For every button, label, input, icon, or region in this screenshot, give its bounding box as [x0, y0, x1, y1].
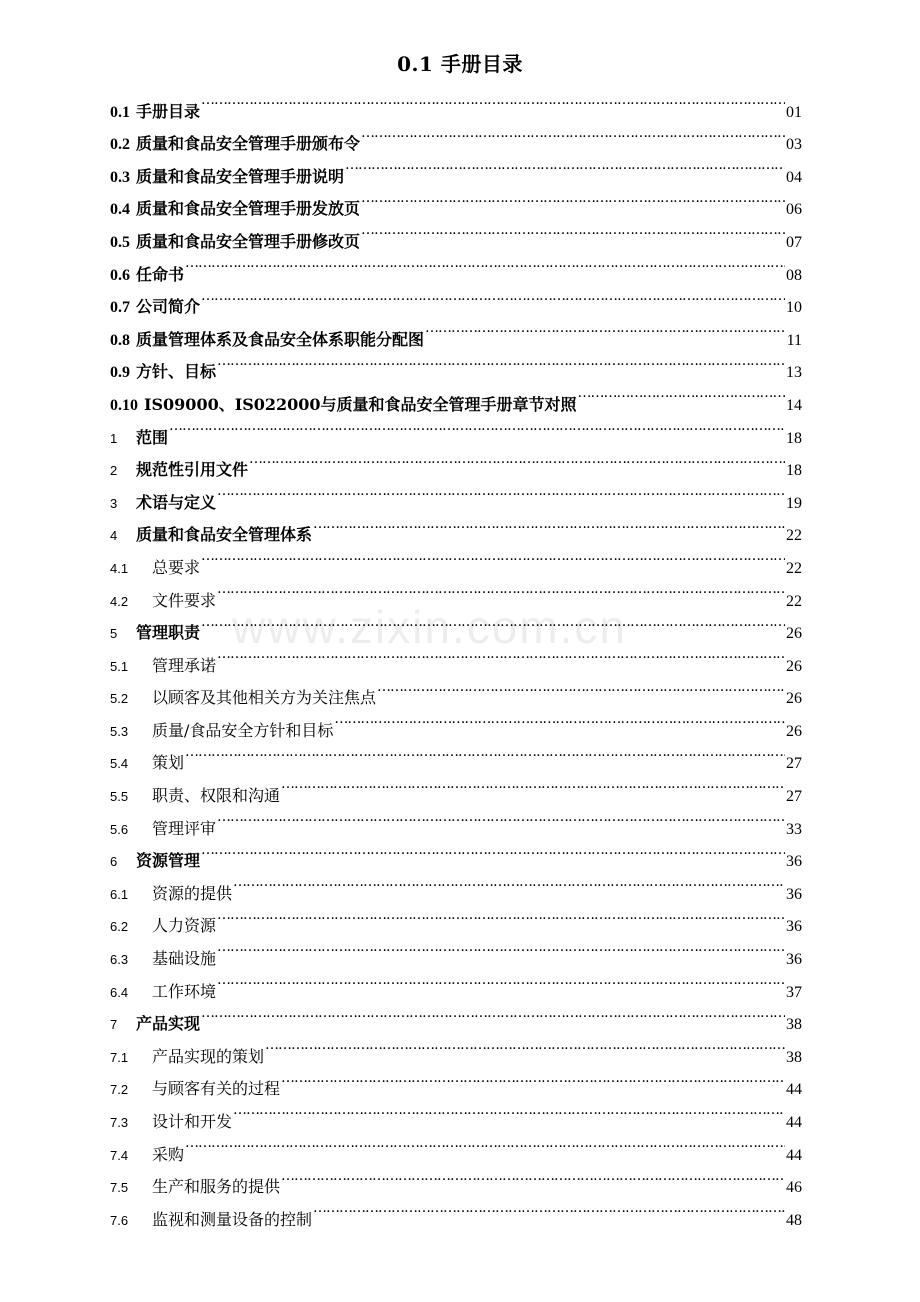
- dot-leader: [185, 1127, 785, 1160]
- toc-entry-number: 6.1: [110, 886, 129, 902]
- toc-entry-number: 0.2: [110, 136, 130, 154]
- toc-entry-page: 27: [786, 755, 802, 773]
- toc-entry-number: 7.1: [110, 1049, 129, 1065]
- toc-entry-label: 基础设施: [152, 949, 217, 969]
- dot-leader: [578, 377, 785, 410]
- toc-entry-page: 46: [786, 1179, 802, 1197]
- toc-entry-label: 职责、权限和沟通: [152, 786, 281, 806]
- toc-entry[interactable]: [110, 834, 802, 871]
- toc-entry-label: 质量和食品安全管理手册发放页: [136, 199, 361, 219]
- toc-entry-page: 33: [786, 820, 802, 838]
- toc-entry-number: 7.5: [110, 1180, 129, 1196]
- dot-leader: [377, 671, 785, 704]
- toc-entry[interactable]: [110, 540, 802, 577]
- toc-entry-number: 0.9: [110, 364, 130, 382]
- toc-entry-number: 5.4: [110, 756, 129, 772]
- toc-entry-number: 2: [110, 463, 118, 479]
- toc-entry-number: 5: [110, 626, 118, 642]
- toc-entry-number: 4.2: [110, 593, 129, 609]
- toc-entry-number: 0.5: [110, 233, 130, 251]
- dot-leader: [361, 117, 785, 150]
- toc-entry-label: 产品实现: [136, 1014, 201, 1034]
- dot-leader: [265, 1029, 785, 1062]
- toc-entry-page: 26: [786, 625, 802, 643]
- dot-leader: [233, 1094, 785, 1127]
- dot-leader: [313, 508, 785, 541]
- toc-entry-label: 方针、目标: [136, 362, 217, 382]
- toc-entry-label: 管理承诺: [152, 655, 217, 675]
- toc-entry-label: 产品实现的策划: [152, 1046, 265, 1066]
- toc-entry-label: 质量和食品安全管理手册说明: [136, 166, 345, 186]
- toc-entry-label: 手册目录: [136, 101, 201, 121]
- dot-leader: [217, 345, 785, 378]
- toc-entry-page: 03: [786, 136, 802, 154]
- toc-entry-number: 0.3: [110, 168, 130, 186]
- toc-entry[interactable]: [110, 866, 802, 903]
- toc-entry-page: 19: [786, 494, 802, 512]
- toc-entry-label: 人力资源: [152, 916, 217, 936]
- toc-entry-label: 采购: [152, 1144, 185, 1164]
- toc-entry[interactable]: [110, 997, 802, 1034]
- toc-entry-label: 质量和食品安全管理体系: [136, 525, 313, 545]
- toc-entry-label: 文件要求: [152, 590, 217, 610]
- toc-entry-label: 资源管理: [136, 851, 201, 871]
- dot-leader: [313, 1192, 785, 1225]
- toc-entry-label: 策划: [152, 753, 185, 773]
- toc-entry-label: 管理评审: [152, 818, 217, 838]
- toc-entry-page: 18: [786, 462, 802, 480]
- toc-entry-page: 10: [786, 299, 802, 317]
- toc-entry-label: 监视和测量设备的控制: [152, 1209, 313, 1229]
- toc-entry-number: 0.6: [110, 266, 130, 284]
- toc-entry-page: 44: [786, 1146, 802, 1164]
- toc-entry-label: 以顾客及其他相关方为关注焦点: [152, 688, 377, 708]
- page-title: 0.1 手册目录: [397, 52, 523, 76]
- toc-entry-number: 0.7: [110, 299, 130, 317]
- toc-entry-label: 质量和食品安全管理手册修改页: [136, 231, 361, 251]
- toc-entry-page: 48: [786, 1211, 802, 1229]
- toc-entry-number: 5.2: [110, 691, 129, 707]
- dot-leader: [217, 964, 785, 997]
- toc-entry-page: 14: [786, 396, 802, 414]
- toc-entry-number: 0.4: [110, 201, 130, 219]
- toc-entry-label: 范围: [136, 427, 169, 447]
- toc-entry-number: 0.8: [110, 331, 130, 349]
- toc-entry-page: 11: [786, 331, 802, 349]
- dot-leader: [201, 606, 785, 639]
- dot-leader: [425, 312, 786, 345]
- toc-entry-label: 资源的提供: [152, 883, 233, 903]
- dot-leader: [249, 443, 785, 476]
- toc-entry-number: 6.3: [110, 952, 129, 968]
- dot-leader: [217, 801, 785, 834]
- toc-entry-number: 1: [110, 430, 118, 446]
- toc-entry-page: 01: [786, 103, 802, 121]
- dot-leader: [334, 703, 785, 736]
- toc-entry-label: 管理职责: [136, 623, 201, 643]
- toc-entry-label: 与顾客有关的过程: [152, 1079, 281, 1099]
- dot-leader: [361, 214, 785, 247]
- toc-entry[interactable]: [110, 638, 802, 675]
- toc-entry-page: 27: [786, 788, 802, 806]
- toc-entry-label: 生产和服务的提供: [152, 1177, 281, 1197]
- toc-entry-label: 规范性引用文件: [136, 460, 249, 480]
- toc-entry-label: 设计和开发: [152, 1112, 233, 1131]
- dot-leader: [201, 84, 785, 117]
- toc-entry-number: 7: [110, 1017, 118, 1033]
- toc-entry-page: 13: [786, 364, 802, 382]
- toc-entry-label: IS09000、IS022000与质量和食品安全管理手册章节对照: [144, 394, 577, 414]
- toc-entry-label: 质量管理体系及食品安全体系职能分配图: [136, 329, 425, 349]
- toc-entry-number: 7.2: [110, 1082, 129, 1098]
- toc-entry-number: 3: [110, 495, 118, 511]
- toc-entry-number: 4.1: [110, 560, 129, 576]
- toc-entry-label: 质量和食品安全管理手册颁布令: [136, 134, 361, 154]
- toc-entry-page: 18: [786, 429, 802, 447]
- toc-entry[interactable]: [110, 736, 802, 773]
- toc-entry-page: 22: [786, 592, 802, 610]
- toc-entry-page: 22: [786, 527, 802, 545]
- dot-leader: [281, 1160, 785, 1193]
- toc-entry[interactable]: [110, 117, 802, 154]
- toc-entry-label: 质量/食品安全方针和目标: [152, 720, 334, 740]
- toc-entry-label: 公司简介: [136, 297, 201, 317]
- dot-leader: [185, 736, 785, 769]
- dot-leader: [217, 638, 785, 671]
- toc-entry-page: 44: [786, 1081, 802, 1099]
- toc-entry-page: 07: [786, 233, 802, 251]
- dot-leader: [185, 247, 785, 280]
- toc-entry-label: 任命书: [136, 264, 185, 284]
- toc-entry-number: 5.1: [110, 658, 129, 674]
- dot-leader: [361, 182, 785, 215]
- toc-entry-number: 6.4: [110, 984, 129, 1000]
- toc-entry[interactable]: [110, 606, 802, 643]
- watermark: www.zixin.com.cn: [232, 601, 627, 653]
- toc-entry-number: 4: [110, 528, 118, 544]
- toc-entry-number: 7.6: [110, 1212, 129, 1228]
- dot-leader: [201, 540, 785, 573]
- dot-leader: [201, 997, 785, 1030]
- table-of-contents: [110, 84, 802, 1229]
- toc-entry[interactable]: [110, 1127, 802, 1164]
- toc-entry-page: 36: [786, 918, 802, 936]
- toc-entry-label: 术语与定义: [136, 492, 217, 512]
- dot-leader: [201, 280, 785, 313]
- dot-leader: [345, 149, 785, 182]
- toc-entry-page: 36: [786, 853, 802, 871]
- toc-entry-number: 5.5: [110, 789, 129, 805]
- toc-entry-page: 37: [786, 983, 802, 1001]
- toc-entry-number: 7.3: [110, 1115, 129, 1130]
- toc-entry[interactable]: [110, 312, 802, 349]
- dot-leader: [169, 410, 785, 443]
- toc-entry-page: 44: [786, 1114, 802, 1131]
- toc-entry[interactable]: [110, 1160, 802, 1197]
- dot-leader: [281, 1062, 785, 1095]
- dot-leader: [281, 768, 785, 801]
- toc-entry-number: 6.2: [110, 919, 129, 935]
- toc-entry-number: 0.10: [110, 396, 138, 414]
- toc-entry[interactable]: [110, 768, 802, 806]
- toc-entry-page: 38: [786, 1048, 802, 1066]
- toc-entry-number: 0.1: [110, 103, 130, 121]
- toc-entry-label: 总要求: [152, 557, 201, 577]
- toc-entry-page: 26: [786, 657, 802, 675]
- toc-entry-page: 38: [786, 1016, 802, 1034]
- dot-leader: [217, 899, 785, 932]
- toc-entry[interactable]: [110, 280, 802, 317]
- toc-entry-page: 04: [786, 168, 802, 186]
- toc-entry[interactable]: [110, 84, 802, 121]
- toc-entry-page: 08: [786, 266, 802, 284]
- dot-leader: [217, 931, 785, 964]
- dot-leader: [233, 866, 785, 899]
- toc-entry-label: 工作环境: [152, 981, 217, 1001]
- toc-entry-number: 5.6: [110, 821, 129, 837]
- dot-leader: [201, 834, 785, 867]
- dot-leader: [217, 573, 785, 606]
- toc-entry-page: 06: [786, 201, 802, 219]
- toc-entry[interactable]: [110, 573, 802, 610]
- toc-entry-number: 6: [110, 854, 118, 870]
- toc-entry-page: 22: [786, 559, 802, 577]
- toc-entry-page: 36: [786, 951, 802, 969]
- toc-entry[interactable]: [110, 410, 802, 447]
- toc-entry-page: 26: [786, 722, 802, 740]
- toc-entry[interactable]: [110, 1029, 802, 1066]
- dot-leader: [217, 475, 785, 508]
- toc-entry[interactable]: [110, 443, 802, 480]
- toc-entry-page: 36: [786, 885, 802, 903]
- toc-entry-page: 26: [786, 690, 802, 708]
- toc-entry[interactable]: [110, 247, 802, 284]
- toc-entry-number: 7.4: [110, 1147, 129, 1163]
- toc-entry-number: 5.3: [110, 723, 129, 739]
